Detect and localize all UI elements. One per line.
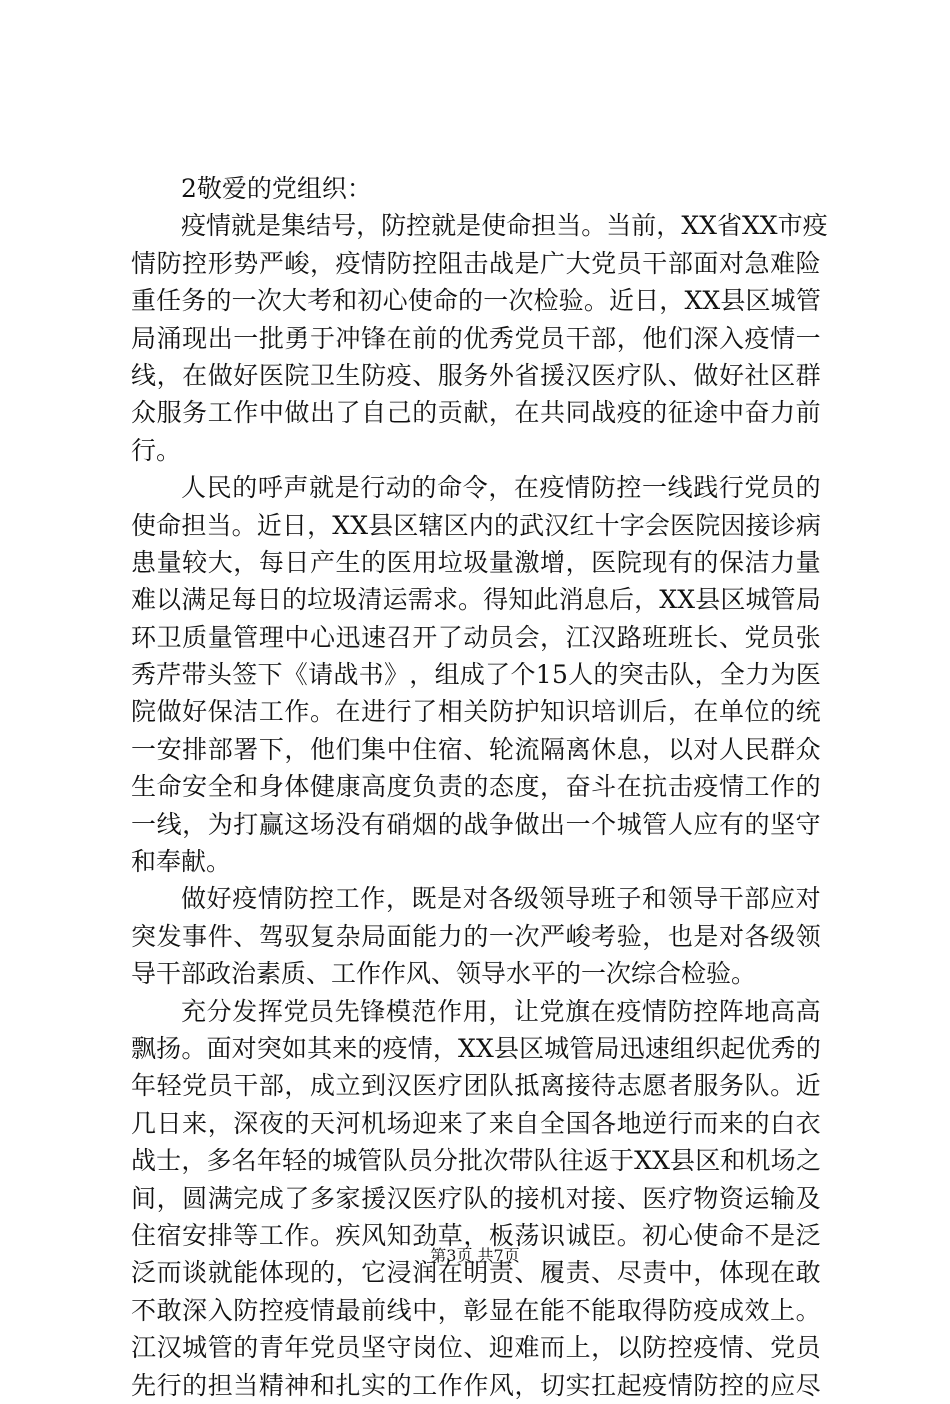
paragraph-line: 人 民 的 呼 声 就 是 行 动 的 命 令 ， 在 疫 情 防 控 一 线 践 行 党 员 的 xyxy=(181,473,821,503)
paragraph-line: 环 卫 质 量 管 理 中 心 迅 速 召 开 了 动 员 会 ， 江 汉 路 班 班 长 、 党 员 张 xyxy=(131,622,821,652)
paragraph-line: 难 以 满 足 每 日 的 垃 圾 清 运 需 求 。 得 知 此 消 息 后 ， X X 县 区 城 管 局 xyxy=(131,585,821,615)
paragraph-line: 和奉献。 xyxy=(131,847,232,877)
paragraph-line: 重 任 务 的 一 次 大 考 和 初 心 使 命 的 一 次 检 验 。 近 日 ， X X 县 区 城 管 xyxy=(131,286,821,316)
paragraph-line: 众 服 务 工 作 中 做 出 了 自 己 的 贡 献 ， 在 共 同 战 疫 的 征 途 中 奋 力 前 xyxy=(131,398,821,428)
paragraph-line: 飘 扬 。 面 对 突 如 其 来 的 疫 情 ， X X 县 区 城 管 局 迅 速 组 织 起 优 秀 的 xyxy=(131,1033,821,1063)
paragraph-line: 战 士 ， 多 名 年 轻 的 城 管 队 员 分 批 次 带 队 往 返 于 X X 县 区 和 机 场 之 xyxy=(131,1146,821,1176)
paragraph-line: 行。 xyxy=(131,435,182,465)
paragraph-line: 患 量 较 大 ， 每 日 产 生 的 医 用 垃 圾 量 激 增 ， 医 院 现 有 的 保 洁 力 量 xyxy=(131,547,821,577)
paragraph-line: 突 发 事 件 、 驾 驭 复 杂 局 面 能 力 的 一 次 严 峻 考 验 ， 也 是 对 各 级 领 xyxy=(131,921,821,951)
paragraph-line: 线 ， 在 做 好 医 院 卫 生 防 疫 、 服 务 外 省 援 汉 医 疗 队 、 做 好 社 区 群 xyxy=(131,360,821,390)
page-number-footer: 第3页 共7页 xyxy=(430,1246,520,1265)
paragraph-line: 使 命 担 当 。 近 日 ， X X 县 区 辖 区 内 的 武 汉 红 十 字 会 医 院 因 接 诊 病 xyxy=(131,510,821,540)
paragraph-line: 间 ， 圆 满 完 成 了 多 家 援 汉 医 疗 队 的 接 机 对 接 、 医 疗 物 资 运 输 及 xyxy=(131,1183,821,1213)
document-body xyxy=(131,170,828,1404)
paragraph-line: 充 分 发 挥 党 员 先 锋 模 范 作 用 ， 让 党 旗 在 疫 情 防 控 阵 地 高 高 xyxy=(181,996,821,1026)
salutation-line: 2敬爱的党组织： xyxy=(181,174,372,203)
paragraph-line: 情 防 控 形 势 严 峻 ， 疫 情 防 控 阻 击 战 是 广 大 党 员 干 部 面 对 急 难 险 xyxy=(131,248,821,278)
paragraph-line: 住 宿 安 排 等 工 作 。 疾 风 知 劲 草 ， 板 荡 识 诚 臣 。 初 心 使 命 不 是 泛 xyxy=(131,1220,821,1250)
paragraph-line: 泛 而 谈 就 能 体 现 的 ， 它 浸 润 在 明 责 、 履 责 、 尽 责 中 ， 体 现 在 敢 xyxy=(131,1258,821,1288)
paragraph-line: 秀 芹 带 头 签 下 《 请 战 书 》 ， 组 成 了 个 1 5 人 的 突 击 队 ， 全 力 为 医 xyxy=(131,660,821,690)
paragraph-line: 一 安 排 部 署 下 ， 他 们 集 中 住 宿 、 轮 流 隔 离 休 息 ， 以 对 人 民 群 众 xyxy=(131,734,821,764)
paragraph-line: 局 涌 现 出 一 批 勇 于 冲 锋 在 前 的 优 秀 党 员 干 部 ， 他 们 深 入 疫 情 一 xyxy=(131,323,821,353)
paragraph-line: 院 做 好 保 洁 工 作 。 在 进 行 了 相 关 防 护 知 识 培 训 后 ， 在 单 位 的 统 xyxy=(131,697,821,727)
paragraph-line: 江 汉 城 管 的 青 年 党 员 坚 守 岗 位 、 迎 难 而 上 ， 以 防 控 疫 情 、 党 员 xyxy=(131,1333,821,1363)
paragraph-line: 一 线 ， 为 打 赢 这 场 没 有 硝 烟 的 战 争 做 出 一 个 城 管 人 应 有 的 坚 守 xyxy=(131,809,821,839)
paragraph-line: 年 轻 党 员 干 部 ， 成 立 到 汉 医 疗 团 队 抵 离 接 待 志 愿 者 服 务 队 。 近 xyxy=(131,1071,821,1101)
paragraph-line: 做 好 疫 情 防 控 工 作 ， 既 是 对 各 级 领 导 班 子 和 领 导 干 部 应 对 xyxy=(181,884,821,914)
paragraph-line: 生 命 安 全 和 身 体 健 康 高 度 负 责 的 态 度 ， 奋 斗 在 抗 击 疫 情 工 作 的 xyxy=(131,772,821,802)
paragraph-line: 几 日 来 ， 深 夜 的 天 河 机 场 迎 来 了 来 自 全 国 各 地 逆 行 而 来 的 白 衣 xyxy=(131,1108,821,1138)
paragraph-line: 导干部政治素质、工作作风、领导水平的一次综合检验。 xyxy=(131,959,757,989)
paragraph-line: 不 敢 深 入 防 控 疫 情 最 前 线 中 ， 彰 显 在 能 不 能 取 得 防 疫 成 效 上 。 xyxy=(131,1295,821,1325)
paragraph-line: 先 行 的 担 当 精 神 和 扎 实 的 工 作 作 风 ， 切 实 扛 起 疫 情 防 控 的 应 尽 xyxy=(131,1370,821,1400)
paragraph-line: 疫 情 就 是 集 结 号 ， 防 控 就 是 使 命 担 当 。 当 前 ， X X 省 X X 市 疫 xyxy=(181,211,828,241)
